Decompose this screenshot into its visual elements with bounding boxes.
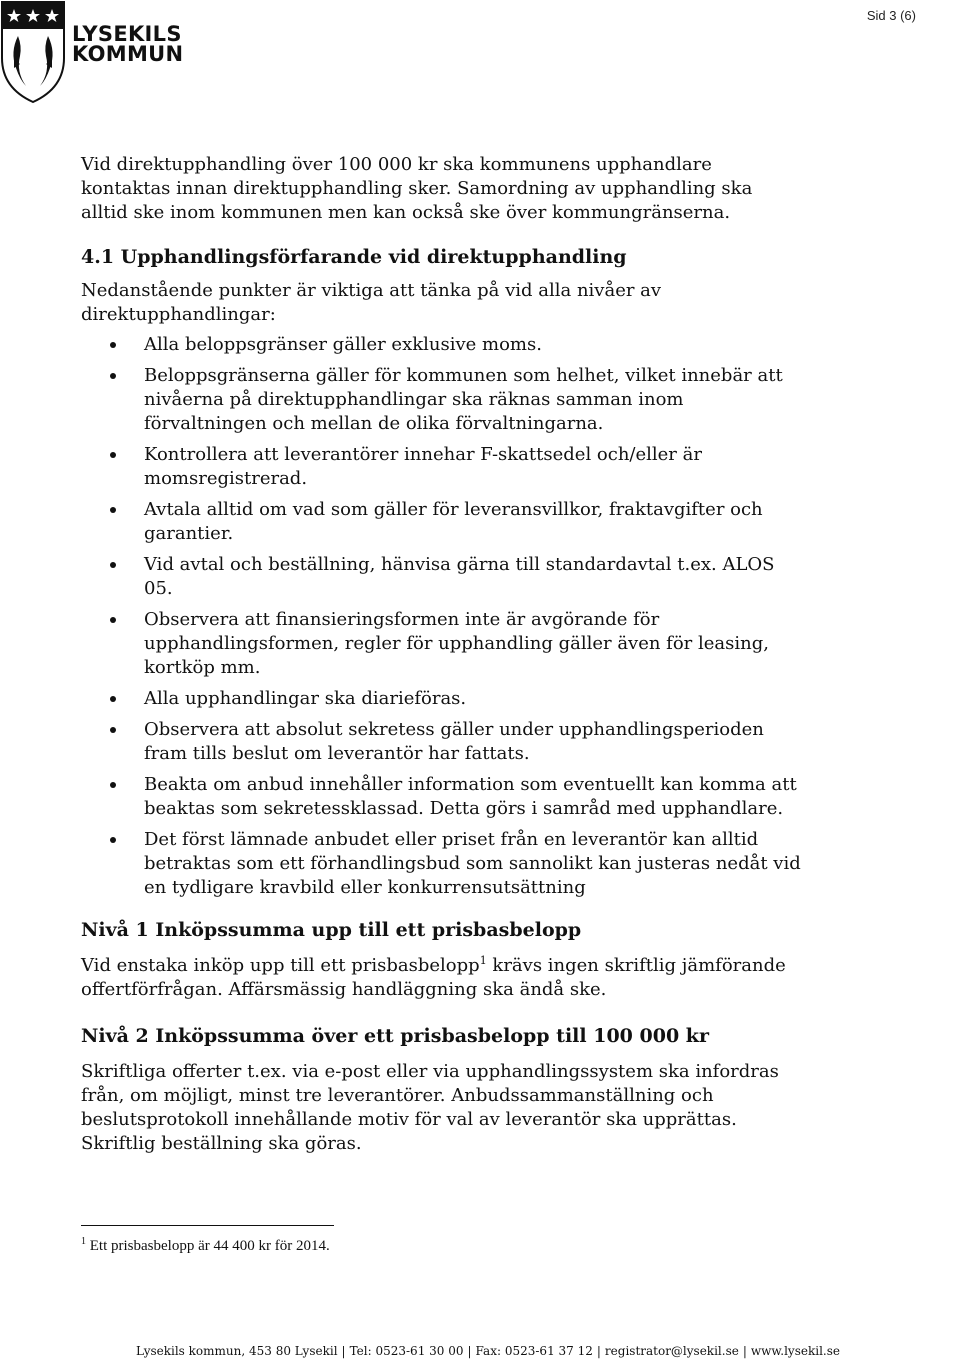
list-item: Observera att absolut sekretess gäller under upphandlingsperioden fram tills beslut om leverantör har fattats. xyxy=(81,718,801,766)
list-item: Beakta om anbud innehåller information som eventuellt kan komma att beaktas som sekretessklassad. Detta görs i samråd med upphandlare. xyxy=(81,773,801,821)
intro-paragraph: Vid direktupphandling över 100 000 kr ska kommunens upphandlare kontaktas innan direktupphandling sker. Samordning av upphandling ska alltid ske inom kommunen men kan också ske över kommungränserna. xyxy=(81,154,753,223)
bullet-list xyxy=(81,333,801,900)
footnote-text: Ett prisbasbelopp är 44 400 kr för 2014. xyxy=(86,1238,330,1254)
bullet-icon xyxy=(110,373,116,379)
list-item: Beloppsgränserna gäller för kommunen som helhet, vilket innebär att nivåerna på direktupphandlingar ska räknas samman inom förvaltningen och mellan de olika förvaltningarna. xyxy=(81,364,801,436)
footer-separator: | xyxy=(467,1344,472,1358)
list-item: Alla beloppsgränser gäller exklusive moms. xyxy=(81,333,801,357)
footer-website[interactable]: www.lysekil.se xyxy=(750,1344,840,1358)
bullet-icon xyxy=(110,342,116,348)
coat-of-arms-icon xyxy=(0,0,66,104)
bullet-icon xyxy=(110,696,116,702)
footer-fax: Fax: 0523-61 37 12 xyxy=(475,1344,593,1358)
level-2-heading: Nivå 2 Inköpssumma över ett prisbasbelopp till 100 000 kr xyxy=(81,1025,709,1047)
footnote xyxy=(81,1238,330,1255)
bullet-icon xyxy=(110,617,116,623)
bullet-icon xyxy=(110,452,116,458)
list-item: Avtala alltid om vad som gäller för leveransvillkor, fraktavgifter och garantier. xyxy=(81,498,801,546)
logo-line-1: LYSEKILS xyxy=(72,22,182,46)
bullet-icon xyxy=(110,562,116,568)
logo-line-2: KOMMUN xyxy=(72,42,184,66)
level-2-text: Skriftliga offerter t.ex. via e-post eller via upphandlingssystem ska infordras från, om möjligt, minst tre leverantörer. Anbudssammanställning och beslutsprotokoll innehållande motiv för val av leverantör ska upprättas. Skriftlig beställning ska göras. xyxy=(81,1061,779,1154)
page-footer xyxy=(0,1344,960,1358)
list-item: Observera att finansieringsformen inte är avgörande för upphandlingsformen, regler för upphandling gäller även för leasing, kortköp mm. xyxy=(81,608,801,680)
footer-address: Lysekils kommun, 453 80 Lysekil xyxy=(135,1344,338,1358)
section-heading: 4.1 Upphandlingsförfarande vid direktupphandling xyxy=(81,246,627,268)
bullet-icon xyxy=(110,507,116,513)
page-number: Sid 3 (6) xyxy=(866,8,916,23)
document-body xyxy=(81,153,801,1178)
level-1-text: Vid enstaka inköp upp till ett prisbasbelopp$^1$ krävs ingen skriftlig jämförande offertförfrågan. Affärsmässig handläggning ska ändå ske. xyxy=(81,954,786,1000)
municipality-logo xyxy=(0,0,200,105)
list-item: Vid avtal och beställning, hänvisa gärna till standardavtal t.ex. ALOS 05. xyxy=(81,553,801,601)
footnote-reference[interactable]: 1 xyxy=(479,954,487,967)
footer-email[interactable]: registrator@lysekil.se xyxy=(604,1344,739,1358)
footer-separator: | xyxy=(596,1344,601,1358)
section-lead: Nedanstående punkter är viktiga att tänka på vid alla nivåer av direktupphandlingar: xyxy=(81,280,662,325)
footer-separator: | xyxy=(742,1344,747,1358)
list-item: Kontrollera att leverantörer innehar F-skattsedel och/eller är momsregistrerad. xyxy=(81,443,801,491)
list-item: Det först lämnade anbudet eller priset från en leverantör kan alltid betraktas som ett förhandlingsbud som sannolikt kan justeras nedåt vid en tydligare kravbild eller konkurrensutsättning xyxy=(81,828,801,900)
list-item: Alla upphandlingar ska diarieföras. xyxy=(81,687,801,711)
footer-separator: | xyxy=(341,1344,346,1358)
bullet-icon xyxy=(110,727,116,733)
logo-wordmark xyxy=(72,24,183,64)
bullet-icon xyxy=(110,837,116,843)
footnote-divider xyxy=(81,1225,334,1226)
footnote-marker: 1 xyxy=(81,1236,86,1247)
bullet-icon xyxy=(110,782,116,788)
footer-phone: Tel: 0523-61 30 00 xyxy=(349,1344,464,1358)
level-1-heading: Nivå 1 Inköpssumma upp till ett prisbasbelopp xyxy=(81,919,582,941)
